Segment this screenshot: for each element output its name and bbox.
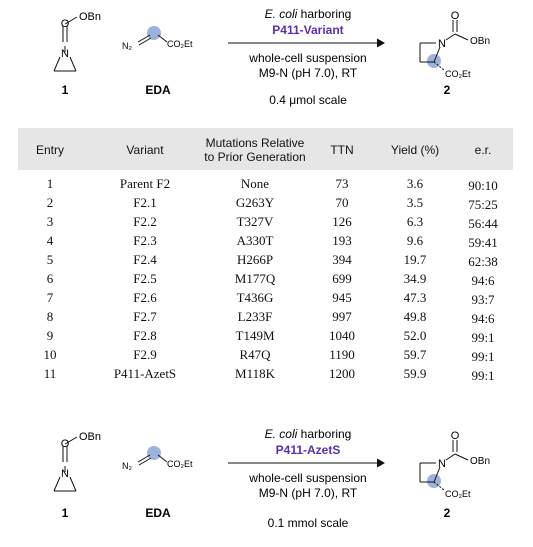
cell-mutation: R47Q [239,347,271,362]
cell-entry: 3 [46,214,54,229]
header-variant: Variant [126,143,164,157]
product-n: N [438,458,446,470]
eda-co2et: CO₂Et [167,459,193,469]
table-row [18,210,513,229]
cell-variant: F2.2 [133,214,157,229]
cell-mutation: H266P [236,252,274,267]
cell-yield: 47.3 [403,290,427,305]
product-co2et: CO₂Et [445,69,471,79]
cell-variant: F2.8 [133,328,157,343]
cell-er: 99:1 [471,349,495,364]
label-compound-1: 1 [61,83,69,97]
cell-variant: F2.6 [133,290,157,305]
cell-variant: F2.3 [133,233,157,248]
cell-er: 62:38 [468,254,498,269]
cell-entry: 5 [46,252,54,267]
table-row [18,305,513,324]
header-er: e.r. [474,143,492,157]
cell-mutation: M177Q [234,271,276,286]
cell-mutation: A330T [236,233,274,248]
cell-ttn: 70 [335,195,349,210]
product-o: O [450,10,460,22]
table-row [18,362,513,381]
cell-ttn: 945 [332,290,352,305]
product-co2et: CO₂Et [445,489,471,499]
aziridine-o: O [60,438,70,450]
aziridine-n: N [61,468,69,480]
cell-er: 94:6 [471,311,495,326]
condition-2: M9-N (pH 7.0), RT [258,66,358,80]
reagent-line1: E. coli harboring [264,7,352,21]
aziridine-obn: OBn [79,431,102,443]
cell-mutation: M118K [235,366,275,381]
cell-er: 59:41 [468,235,498,250]
aziridine-o: O [60,18,70,30]
table-body [18,170,513,381]
cell-yield: 59.9 [403,366,427,381]
product-obn: OBn [470,456,491,467]
cell-ttn: 1190 [329,347,355,362]
product-obn: OBn [470,36,491,47]
reaction-scheme-top [0,0,533,112]
cell-entry: 8 [46,309,54,324]
cell-yield: 9.6 [406,233,424,248]
cell-yield: 52.0 [403,328,427,343]
cell-mutation: None [240,176,270,191]
table-row [18,324,513,343]
cell-variant: F2.1 [133,195,157,210]
cell-er: 90:10 [468,178,498,193]
label-compound-2: 2 [443,506,451,520]
product-n: N [438,38,446,50]
eda-n2: N₂ [122,41,132,51]
cell-ttn: 1040 [329,328,355,343]
cell-yield: 34.9 [403,271,427,286]
cell-entry: 9 [46,328,54,343]
variant-name: P411-Variant [272,23,344,37]
cell-entry: 2 [46,195,54,210]
label-eda: EDA [145,83,171,97]
table-row [18,267,513,286]
cell-ttn: 699 [332,271,352,286]
carbene-highlight [147,446,161,460]
header-mutations-line1: Mutations Relative [205,136,305,150]
table-row [18,248,513,267]
cell-variant: F2.7 [133,309,157,324]
cell-entry: 6 [46,271,54,286]
condition-2: M9-N (pH 7.0), RT [258,486,358,500]
cell-mutation: T327V [236,214,274,229]
label-eda: EDA [145,506,171,520]
cell-entry: 11 [43,366,57,381]
cell-er: 99:1 [471,330,495,345]
cell-variant: P411-AzetS [113,366,177,381]
header-entry: Entry [35,143,65,157]
cell-er: 94:6 [471,273,495,288]
cell-ttn: 394 [332,252,352,267]
cell-yield: 19.7 [403,252,427,267]
table-row [18,343,513,362]
reaction-arrow [228,459,384,467]
cell-er: 93:7 [471,292,495,307]
cell-yield: 6.3 [406,214,424,229]
cell-variant: F2.5 [133,271,157,286]
scale-text: 0.4 μmol scale [269,93,347,107]
condition-1: whole-cell suspension [249,471,367,485]
label-compound-1: 1 [61,506,69,520]
table-row [18,172,513,191]
cell-variant: Parent F2 [119,176,171,191]
aziridine-obn: OBn [79,11,102,23]
product-o: O [450,430,460,442]
header-mutations-line2: to Prior Generation [204,150,306,164]
cell-mutation: T149M [235,328,275,343]
cell-entry: 4 [46,233,54,248]
table-header [18,128,513,170]
cell-yield: 59.7 [403,347,427,362]
cell-yield: 3.5 [406,195,424,210]
cell-ttn: 997 [332,309,352,324]
carbene-highlight [147,26,161,40]
cell-mutation: L233F [237,309,273,324]
eda-n2: N₂ [122,461,132,471]
table-row [18,286,513,305]
table-row [18,229,513,248]
cell-er: 99:1 [471,368,495,383]
cell-ttn: 73 [335,176,349,191]
cell-ttn: 1200 [329,366,355,381]
cell-yield: 49.8 [403,309,427,324]
cell-variant: F2.9 [133,347,157,362]
cell-yield: 3.6 [406,176,424,191]
header-ttn: TTN [330,143,354,157]
results-table [18,128,513,381]
cell-variant: F2.4 [133,252,157,267]
reaction-scheme-bottom [0,420,533,547]
cell-er: 56:44 [468,216,498,231]
label-compound-2: 2 [443,83,451,97]
cell-er: 75:25 [468,197,498,212]
cell-mutation: T436G [236,290,274,305]
reagent-line1: E. coli harboring [264,427,352,441]
reaction-arrow [228,39,384,47]
table-row [18,191,513,210]
condition-1: whole-cell suspension [249,51,367,65]
scale-text: 0.1 mmol scale [267,516,349,530]
cell-entry: 10 [43,347,57,362]
cell-entry: 7 [46,290,54,305]
cell-ttn: 193 [332,233,352,248]
eda-co2et: CO₂Et [167,39,193,49]
cell-entry: 1 [46,176,54,191]
cell-ttn: 126 [332,214,352,229]
variant-name: P411-AzetS [275,443,341,457]
cell-mutation: G263Y [235,195,275,210]
header-yield: Yield (%) [390,143,440,157]
aziridine-n: N [61,48,69,60]
